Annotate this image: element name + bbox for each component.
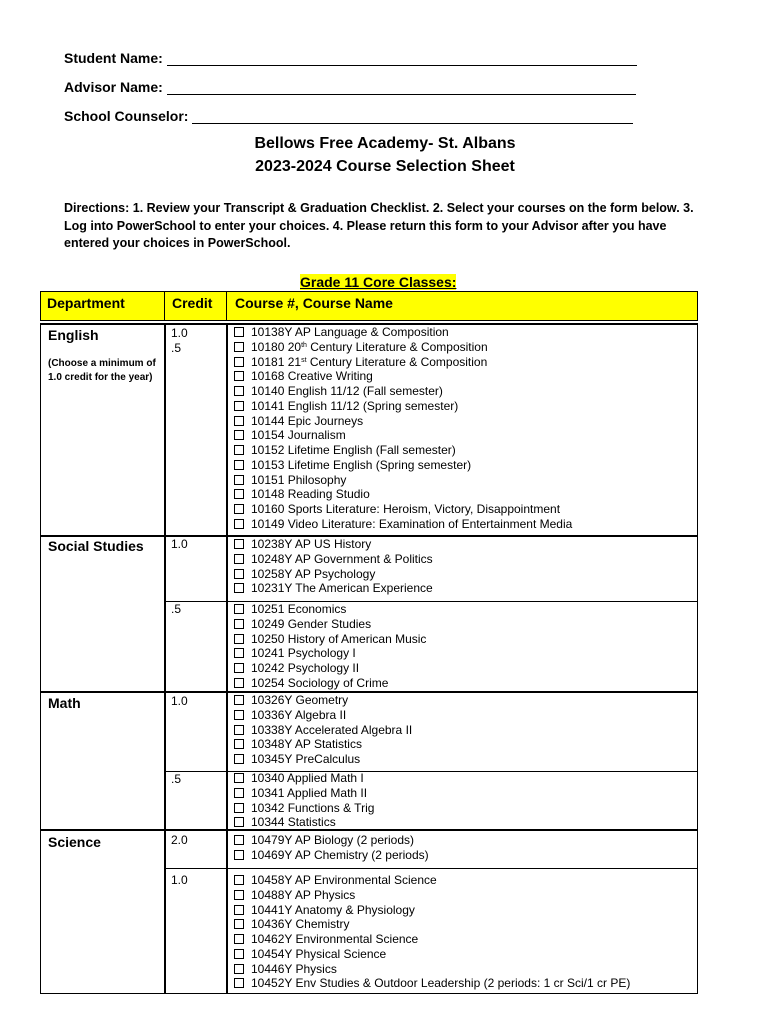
header-credit: Credit [172,295,213,311]
course-option[interactable]: 10452Y Env Studies & Outdoor Leadership (2 periods: 1 cr Sci/1 cr PE) [234,976,630,991]
course-option[interactable]: 10454Y Physical Science [234,947,630,962]
science-credit-b: 1.0 [171,873,188,887]
course-option[interactable]: 10138Y AP Language & Composition [234,325,572,340]
course-option[interactable]: 10340 Applied Math I [234,771,374,786]
science-course-list-a [234,833,429,863]
social-credit-b: .5 [171,602,182,616]
course-table [40,291,698,994]
advisor-name-field[interactable] [64,66,637,95]
science-credit-a: 2.0 [171,833,188,847]
course-option[interactable]: 10250 History of American Music [234,632,426,647]
course-option[interactable]: 10151 Philosophy [234,473,572,488]
credit-column [165,323,227,994]
math-course-list-b [234,771,374,830]
course-option[interactable]: 10441Y Anatomy & Physiology [234,903,630,918]
course-option[interactable]: 10153 Lifetime English (Spring semester) [234,458,572,473]
table-header [40,291,698,321]
student-name-label: Student Name: [64,50,163,66]
course-option[interactable]: 10326Y Geometry [234,693,412,708]
course-option[interactable]: 10160 Sports Literature: Heroism, Victory, Disappointment [234,502,572,517]
course-option[interactable]: 10241 Psychology I [234,646,426,661]
course-option[interactable]: 10152 Lifetime English (Fall semester) [234,443,572,458]
course-option[interactable]: 10249 Gender Studies [234,617,426,632]
course-option[interactable]: 10488Y AP Physics [234,888,630,903]
dept-math: Math [48,695,81,711]
math-credit-b: .5 [171,772,182,786]
course-option[interactable]: 10254 Sociology of Crime [234,676,426,691]
grade-heading [300,274,456,290]
school-title: Bellows Free Academy- St. Albans [254,135,516,152]
social-course-list-a [234,537,433,596]
course-option[interactable]: 10248Y AP Government & Politics [234,552,433,567]
school-counselor-label: School Counselor: [64,108,189,124]
dept-science: Science [48,834,101,850]
english-credit-a: 1.0 [171,326,188,340]
course-option[interactable]: 10341 Applied Math II [234,786,374,801]
directions-text: Directions: 1. Review your Transcript & Graduation Checklist. 2. Select your courses on the form below. 3. Log into PowerSchool to enter your choices. 4. Please return this form to your Advisor after you have entered your choices in PowerSchool. [64,201,694,250]
school-counselor-field[interactable] [64,95,637,124]
course-option[interactable]: 10144 Epic Journeys [234,414,572,429]
course-option[interactable]: 10154 Journalism [234,428,572,443]
science-course-list-b [234,873,630,991]
sup-st: st [301,356,307,364]
social-course-list-b [234,602,426,691]
course-option[interactable]: 10479Y AP Biology (2 periods) [234,833,429,848]
header-course: Course #, Course Name [235,295,393,311]
course-option[interactable]: 10242 Psychology II [234,661,426,676]
advisor-name-label: Advisor Name: [64,79,163,95]
sup-th: th [301,341,307,349]
department-column [40,323,165,994]
course-option[interactable]: 10342 Functions & Trig [234,801,374,816]
course-option[interactable]: 10446Y Physics [234,962,630,977]
course-option[interactable]: 10345Y PreCalculus [234,752,412,767]
course-option[interactable]: 10168 Creative Writing [234,369,572,384]
school-counselor-blank[interactable] [192,108,633,124]
advisor-name-blank[interactable] [167,79,636,95]
course-option[interactable]: 10348Y AP Statistics [234,737,412,752]
course-option[interactable]: 10336Y Algebra II [234,708,412,723]
english-credit-b: .5 [171,341,182,355]
student-name-blank[interactable] [167,50,637,66]
social-credit-a: 1.0 [171,537,188,551]
course-option[interactable]: 10344 Statistics [234,815,374,830]
student-info-fields [64,37,637,124]
course-option[interactable]: 10148 Reading Studio [234,487,572,502]
course-option[interactable]: 10231Y The American Experience [234,581,433,596]
course-option[interactable]: 10180 20th Century Literature & Composition [234,340,572,355]
sheet-title: 2023-2024 Course Selection Sheet [255,158,515,175]
course-option[interactable]: 10338Y Accelerated Algebra II [234,723,412,738]
course-option[interactable]: 10458Y AP Environmental Science [234,873,630,888]
math-credit-a: 1.0 [171,694,188,708]
dept-social-studies: Social Studies [48,538,144,554]
course-option[interactable]: 10258Y AP Psychology [234,567,433,582]
course-option[interactable]: 10238Y AP US History [234,537,433,552]
course-option[interactable]: 10469Y AP Chemistry (2 periods) [234,848,429,863]
course-option[interactable]: 10462Y Environmental Science [234,932,630,947]
course-option[interactable]: 10251 Economics [234,602,426,617]
course-option[interactable]: 10149 Video Literature: Examination of Entertainment Media [234,517,572,532]
student-name-field[interactable] [64,37,637,66]
course-option[interactable]: 10181 21st Century Literature & Composition [234,355,572,370]
dept-english: English [48,327,99,343]
english-course-list [234,325,572,532]
course-option[interactable]: 10141 English 11/12 (Spring semester) [234,399,572,414]
grade-heading-text: Grade 11 Core Classes: [300,274,457,290]
course-option[interactable]: 10436Y Chemistry [234,917,630,932]
course-option[interactable]: 10140 English 11/12 (Fall semester) [234,384,572,399]
header-department: Department [47,295,125,311]
math-course-list-a [234,693,412,767]
english-note: (Choose a minimum of 1.0 credit for the year) [48,358,156,383]
